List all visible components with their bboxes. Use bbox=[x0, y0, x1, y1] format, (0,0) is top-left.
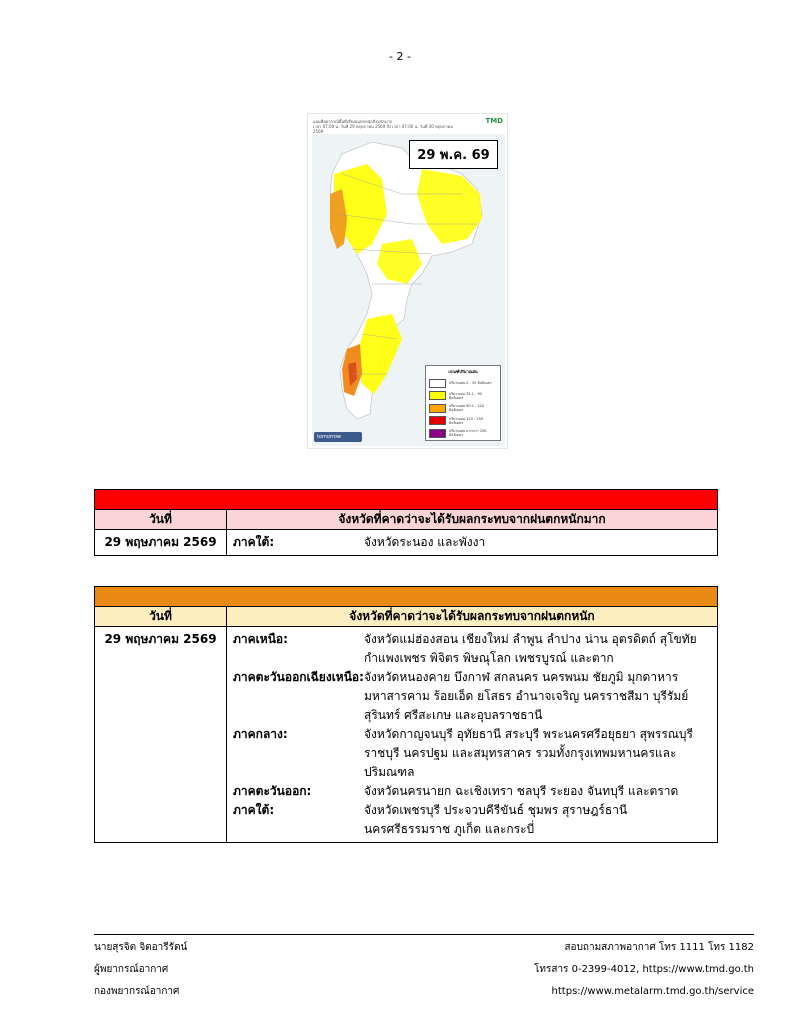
col-date-header: วันที่ bbox=[95, 510, 227, 530]
region-row-south bbox=[233, 801, 711, 839]
legend-item bbox=[429, 402, 497, 415]
region-row-northeast bbox=[233, 668, 711, 725]
col-provinces-header: จังหวัดที่คาดว่าจะได้รับผลกระทบจากฝนตกหนักมาก bbox=[227, 510, 718, 530]
forecaster-info bbox=[94, 937, 187, 1003]
region-provinces: จังหวัดแม่ฮ่องสอน เชียงใหม่ ลำพูน ลำปาง น่าน อุตรดิตถ์ สุโขทัย กำแพงเพชร พิจิตร พิษณุโลก เพชรบูรณ์ และตาก bbox=[364, 632, 697, 665]
region-provinces: จังหวัดหนองคาย บึงกาฬ สกลนคร นครพนม ชัยภูมิ มุกดาหาร มหาสารคาม ร้อยเอ็ด ยโสธร อำนาจเจริญ นครราชสีมา บุรีรัมย์ สุรินทร์ ศรีสะเกษ และอุบลราชธานี bbox=[364, 670, 689, 722]
map-title: แผนที่พยากรณ์พื้นที่เสี่ยงฝนตกหนักถึงหนักมาก เวลา 07:00 น. วันที่ 29 พฤษภาคม 2569 ถึง เวลา 07:00 น. วันที่ 30 พฤษภาคม 2569 bbox=[313, 119, 453, 134]
region-provinces: จังหวัดนครนายก ฉะเชิงเทรา ชลบุรี ระยอง จันทบุรี และตราด bbox=[364, 784, 679, 798]
region-label: ภาคกลาง: bbox=[233, 727, 288, 741]
region-label: ภาคตะวันออกเฉียงเหนือ: bbox=[233, 670, 364, 684]
region-row-east bbox=[233, 782, 711, 801]
forecast-date: 29 พฤษภาคม 2569 bbox=[95, 530, 227, 556]
footer-divider bbox=[94, 934, 754, 935]
legend-item bbox=[429, 427, 497, 440]
region-label: ภาคใต้: bbox=[233, 535, 275, 549]
legend-label: ปริมาณฝน 0 - 35 มิลลิเมตร bbox=[449, 381, 492, 386]
heavy-rain-band bbox=[95, 587, 718, 607]
tomorrow-logo: tomorrow bbox=[314, 432, 362, 442]
heavy-rain-table bbox=[94, 586, 718, 843]
region-list bbox=[227, 627, 718, 843]
region-label: ภาคใต้: bbox=[233, 803, 275, 817]
contact-fax-link[interactable]: โทรสาร 0-2399-4012, https://www.tmd.go.th bbox=[534, 964, 754, 975]
legend-label: ปริมาณฝน มากกว่า 250 มิลลิเมตร bbox=[449, 429, 487, 438]
legend-item bbox=[429, 377, 497, 390]
legend-item bbox=[429, 390, 497, 403]
page-number: - 2 - bbox=[389, 50, 411, 63]
region-provinces: จังหวัดกาญจนบุรี อุทัยธานี สระบุรี พระนครศรีอยุธยา สุพรรณบุรี ราชบุรี นครปฐม และสมุทรสาคร รวมทั้งกรุงเทพมหานครและ ปริมณฑล bbox=[364, 727, 693, 779]
very-heavy-rain-table bbox=[94, 489, 718, 556]
forecaster-position: ผู้พยากรณ์อากาศ bbox=[94, 964, 169, 975]
map-date-label: 29 พ.ค. 69 bbox=[409, 140, 498, 169]
forecaster-division: กองพยากรณ์อากาศ bbox=[94, 986, 180, 997]
legend-swatch bbox=[429, 404, 446, 413]
col-date-header: วันที่ bbox=[95, 607, 227, 627]
legend-swatch bbox=[429, 429, 446, 438]
very-heavy-rain-band bbox=[95, 490, 718, 510]
legend-swatch bbox=[429, 379, 446, 388]
region-row-north bbox=[233, 630, 711, 668]
region-label: ภาคตะวันออก: bbox=[233, 784, 312, 798]
contact-info bbox=[534, 937, 754, 1003]
legend-swatch bbox=[429, 416, 446, 425]
legend-label: ปริมาณฝน 120 - 250 มิลลิเมตร bbox=[449, 416, 484, 425]
forecast-date: 29 พฤษภาคม 2569 bbox=[95, 627, 227, 843]
region-row bbox=[233, 533, 711, 552]
legend-item bbox=[429, 415, 497, 428]
legend-title: เกณฑ์ปริมาณฝน bbox=[448, 369, 478, 374]
contact-phone: สอบถามสภาพอากาศ โทร 1111 โทร 1182 bbox=[564, 942, 754, 953]
region-provinces: จังหวัดเพชรบุรี ประจวบคีรีขันธ์ ชุมพร สุราษฎร์ธานี นครศรีธรรมราช ภูเก็ต และกระบี่ bbox=[364, 803, 628, 836]
legend-label: ปริมาณฝน 35.1 - 90 มิลลิเมตร bbox=[449, 391, 482, 400]
legend-swatch bbox=[429, 391, 446, 400]
forecaster-name: นายสุรจิต จิตอารีรัตน์ bbox=[94, 942, 188, 953]
col-provinces-header: จังหวัดที่คาดว่าจะได้รับผลกระทบจากฝนตกหนัก bbox=[227, 607, 718, 627]
legend-label: ปริมาณฝน 90.1 - 120 มิลลิเมตร bbox=[449, 404, 485, 413]
tmd-logo: TMD bbox=[485, 117, 503, 125]
contact-web-link[interactable]: https://www.metalarm.tmd.go.th/service bbox=[551, 986, 754, 997]
region-row-central bbox=[233, 725, 711, 782]
region-provinces: จังหวัดระนอง และพังงา bbox=[364, 535, 486, 549]
region-label: ภาคเหนือ: bbox=[233, 632, 288, 646]
region-list bbox=[227, 530, 718, 556]
map-legend bbox=[425, 365, 501, 441]
